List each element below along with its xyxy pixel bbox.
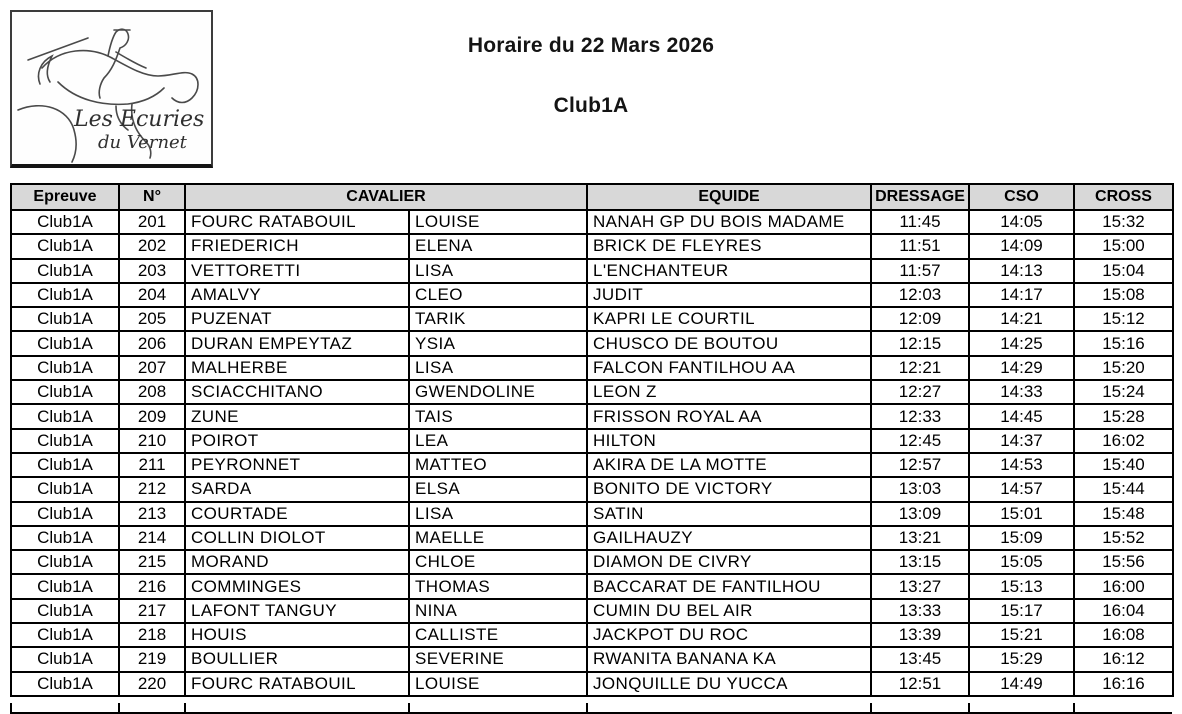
cell-cso-time: 14:13 xyxy=(969,259,1074,283)
cell-epreuve: Club1A xyxy=(11,307,119,331)
table-header-row xyxy=(11,184,1173,210)
table-row xyxy=(11,477,1173,501)
cell-dressage-time: 12:15 xyxy=(871,331,969,355)
table-row xyxy=(11,307,1173,331)
cell-epreuve: Club1A xyxy=(11,429,119,453)
cell-rider-firstname: CALLISTE xyxy=(409,623,587,647)
cell-dressage-time: 13:21 xyxy=(871,526,969,550)
cell-horse-name: CUMIN DU BEL AIR xyxy=(587,599,871,623)
clipped-next-row xyxy=(10,703,1172,714)
table-row xyxy=(11,283,1173,307)
cell-horse-name: DIAMON DE CIVRY xyxy=(587,550,871,574)
cell-rider-firstname: LEA xyxy=(409,429,587,453)
cell-rider-lastname: POIROT xyxy=(185,429,409,453)
cell-horse-name: SATIN xyxy=(587,502,871,526)
cell-rider-lastname: MALHERBE xyxy=(185,356,409,380)
cell-epreuve: Club1A xyxy=(11,210,119,234)
cell-epreuve: Club1A xyxy=(11,331,119,355)
cell-cross-time: 16:16 xyxy=(1074,672,1173,696)
cell-cso-time: 14:05 xyxy=(969,210,1074,234)
cell-numero: 202 xyxy=(119,234,185,258)
cell-dressage-time: 11:57 xyxy=(871,259,969,283)
cell-cso-time: 15:01 xyxy=(969,502,1074,526)
cell-cso-time: 14:21 xyxy=(969,307,1074,331)
cell-rider-firstname: TARIK xyxy=(409,307,587,331)
schedule-table xyxy=(10,183,1174,697)
cell-rider-firstname: SEVERINE xyxy=(409,647,587,671)
cell-cross-time: 15:08 xyxy=(1074,283,1173,307)
cell-horse-name: FRISSON ROYAL AA xyxy=(587,404,871,428)
cell-cso-time: 14:37 xyxy=(969,429,1074,453)
table-row xyxy=(11,356,1173,380)
cell-rider-firstname: LOUISE xyxy=(409,210,587,234)
cell-numero: 219 xyxy=(119,647,185,671)
cell-cross-time: 15:48 xyxy=(1074,502,1173,526)
column-header-cavalier: CAVALIER xyxy=(185,184,587,210)
cell-numero: 217 xyxy=(119,599,185,623)
cell-rider-firstname: NINA xyxy=(409,599,587,623)
cell-rider-firstname: ELSA xyxy=(409,477,587,501)
cell-cross-time: 15:32 xyxy=(1074,210,1173,234)
schedule-table-body xyxy=(11,210,1173,696)
cell-horse-name: JONQUILLE DU YUCCA xyxy=(587,672,871,696)
cell-numero: 212 xyxy=(119,477,185,501)
cell-rider-firstname: THOMAS xyxy=(409,574,587,598)
cell-cross-time: 15:44 xyxy=(1074,477,1173,501)
cell-cross-time: 15:20 xyxy=(1074,356,1173,380)
cell-rider-firstname: LOUISE xyxy=(409,672,587,696)
cell-rider-lastname: FOURC RATABOUIL xyxy=(185,210,409,234)
cell-epreuve: Club1A xyxy=(11,574,119,598)
cell-cross-time: 15:40 xyxy=(1074,453,1173,477)
cell-cso-time: 14:33 xyxy=(969,380,1074,404)
cell-horse-name: JACKPOT DU ROC xyxy=(587,623,871,647)
cell-rider-firstname: CLEO xyxy=(409,283,587,307)
cell-epreuve: Club1A xyxy=(11,623,119,647)
cell-cross-time: 16:00 xyxy=(1074,574,1173,598)
cell-horse-name: HILTON xyxy=(587,429,871,453)
cell-dressage-time: 12:09 xyxy=(871,307,969,331)
cell-rider-firstname: TAIS xyxy=(409,404,587,428)
cell-cso-time: 14:57 xyxy=(969,477,1074,501)
page-subtitle: Club1A xyxy=(553,94,629,117)
cell-cso-time: 15:05 xyxy=(969,550,1074,574)
cell-numero: 218 xyxy=(119,623,185,647)
cell-rider-lastname: COLLIN DIOLOT xyxy=(185,526,409,550)
table-row xyxy=(11,599,1173,623)
cell-rider-firstname: MATTEO xyxy=(409,453,587,477)
cell-rider-lastname: BOULLIER xyxy=(185,647,409,671)
table-row xyxy=(11,404,1173,428)
cell-dressage-time: 12:33 xyxy=(871,404,969,428)
cell-cross-time: 15:52 xyxy=(1074,526,1173,550)
cell-epreuve: Club1A xyxy=(11,599,119,623)
cell-cso-time: 14:53 xyxy=(969,453,1074,477)
cell-horse-name: KAPRI LE COURTIL xyxy=(587,307,871,331)
cell-numero: 201 xyxy=(119,210,185,234)
cell-epreuve: Club1A xyxy=(11,647,119,671)
cell-epreuve: Club1A xyxy=(11,502,119,526)
cell-rider-firstname: LISA xyxy=(409,259,587,283)
cell-epreuve: Club1A xyxy=(11,550,119,574)
cell-horse-name: BACCARAT DE FANTILHOU xyxy=(587,574,871,598)
cell-numero: 210 xyxy=(119,429,185,453)
cell-cross-time: 15:12 xyxy=(1074,307,1173,331)
cell-rider-lastname: MORAND xyxy=(185,550,409,574)
cell-epreuve: Club1A xyxy=(11,234,119,258)
cell-horse-name: RWANITA BANANA KA xyxy=(587,647,871,671)
cell-horse-name: JUDIT xyxy=(587,283,871,307)
cell-cross-time: 15:28 xyxy=(1074,404,1173,428)
cell-cross-time: 16:12 xyxy=(1074,647,1173,671)
cell-dressage-time: 12:51 xyxy=(871,672,969,696)
cell-numero: 204 xyxy=(119,283,185,307)
cell-dressage-time: 13:39 xyxy=(871,623,969,647)
column-header-numero: N° xyxy=(119,184,185,210)
cell-epreuve: Club1A xyxy=(11,283,119,307)
table-row xyxy=(11,623,1173,647)
cell-rider-lastname: PEYRONNET xyxy=(185,453,409,477)
cell-numero: 220 xyxy=(119,672,185,696)
cell-dressage-time: 11:45 xyxy=(871,210,969,234)
cell-rider-lastname: AMALVY xyxy=(185,283,409,307)
cell-dressage-time: 13:09 xyxy=(871,502,969,526)
cell-cso-time: 15:09 xyxy=(969,526,1074,550)
table-row xyxy=(11,574,1173,598)
cell-cross-time: 15:56 xyxy=(1074,550,1173,574)
page-title: Horaire du 22 Mars 2026 xyxy=(467,34,715,57)
cell-cso-time: 15:17 xyxy=(969,599,1074,623)
cell-dressage-time: 12:45 xyxy=(871,429,969,453)
cell-rider-lastname: FOURC RATABOUIL xyxy=(185,672,409,696)
cell-horse-name: BRICK DE FLEYRES xyxy=(587,234,871,258)
cell-cso-time: 14:45 xyxy=(969,404,1074,428)
column-header-dressage: DRESSAGE xyxy=(871,184,969,210)
column-header-cso: CSO xyxy=(969,184,1074,210)
cell-numero: 216 xyxy=(119,574,185,598)
cell-cso-time: 14:09 xyxy=(969,234,1074,258)
cell-cso-time: 15:13 xyxy=(969,574,1074,598)
cell-cso-time: 14:49 xyxy=(969,672,1074,696)
table-row xyxy=(11,331,1173,355)
cell-horse-name: L'ENCHANTEUR xyxy=(587,259,871,283)
cell-rider-lastname: FRIEDERICH xyxy=(185,234,409,258)
cell-cross-time: 15:00 xyxy=(1074,234,1173,258)
cell-dressage-time: 13:33 xyxy=(871,599,969,623)
cell-horse-name: FALCON FANTILHOU AA xyxy=(587,356,871,380)
cell-dressage-time: 13:27 xyxy=(871,574,969,598)
cell-rider-lastname: COURTADE xyxy=(185,502,409,526)
cell-rider-firstname: ELENA xyxy=(409,234,587,258)
cell-horse-name: NANAH GP DU BOIS MADAME xyxy=(587,210,871,234)
cell-epreuve: Club1A xyxy=(11,259,119,283)
cell-horse-name: AKIRA DE LA MOTTE xyxy=(587,453,871,477)
cell-cso-time: 14:25 xyxy=(969,331,1074,355)
table-row xyxy=(11,210,1173,234)
cell-dressage-time: 13:03 xyxy=(871,477,969,501)
cell-rider-firstname: GWENDOLINE xyxy=(409,380,587,404)
cell-horse-name: BONITO DE VICTORY xyxy=(587,477,871,501)
cell-dressage-time: 12:57 xyxy=(871,453,969,477)
cell-rider-lastname: VETTORETTI xyxy=(185,259,409,283)
cell-rider-lastname: PUZENAT xyxy=(185,307,409,331)
cell-cso-time: 14:17 xyxy=(969,283,1074,307)
cell-epreuve: Club1A xyxy=(11,453,119,477)
cell-dressage-time: 12:21 xyxy=(871,356,969,380)
cell-rider-firstname: LISA xyxy=(409,356,587,380)
cell-rider-lastname: DURAN EMPEYTAZ xyxy=(185,331,409,355)
cell-numero: 209 xyxy=(119,404,185,428)
cell-cross-time: 15:16 xyxy=(1074,331,1173,355)
table-row xyxy=(11,234,1173,258)
cell-cross-time: 16:08 xyxy=(1074,623,1173,647)
cell-numero: 211 xyxy=(119,453,185,477)
table-row xyxy=(11,429,1173,453)
cell-numero: 214 xyxy=(119,526,185,550)
cell-rider-lastname: ZUNE xyxy=(185,404,409,428)
cell-cso-time: 14:29 xyxy=(969,356,1074,380)
cell-rider-lastname: LAFONT TANGUY xyxy=(185,599,409,623)
cell-numero: 213 xyxy=(119,502,185,526)
cell-cross-time: 15:04 xyxy=(1074,259,1173,283)
cell-rider-firstname: MAELLE xyxy=(409,526,587,550)
cell-horse-name: CHUSCO DE BOUTOU xyxy=(587,331,871,355)
column-header-cross: CROSS xyxy=(1074,184,1173,210)
cell-horse-name: GAILHAUZY xyxy=(587,526,871,550)
cell-epreuve: Club1A xyxy=(11,380,119,404)
cell-numero: 205 xyxy=(119,307,185,331)
cell-epreuve: Club1A xyxy=(11,356,119,380)
table-row xyxy=(11,380,1173,404)
table-row xyxy=(11,672,1173,696)
cell-rider-lastname: COMMINGES xyxy=(185,574,409,598)
cell-epreuve: Club1A xyxy=(11,672,119,696)
cell-cso-time: 15:21 xyxy=(969,623,1074,647)
cell-epreuve: Club1A xyxy=(11,404,119,428)
cell-cso-time: 15:29 xyxy=(969,647,1074,671)
cell-cross-time: 16:04 xyxy=(1074,599,1173,623)
cell-dressage-time: 12:03 xyxy=(871,283,969,307)
table-row xyxy=(11,453,1173,477)
table-row xyxy=(11,259,1173,283)
cell-epreuve: Club1A xyxy=(11,477,119,501)
cell-rider-lastname: HOUIS xyxy=(185,623,409,647)
logo-text-line2: du Vernet xyxy=(98,132,187,153)
cell-numero: 215 xyxy=(119,550,185,574)
logo-text-line1: Les Ecuries xyxy=(74,107,205,132)
cell-numero: 206 xyxy=(119,331,185,355)
table-row xyxy=(11,526,1173,550)
cell-cross-time: 16:02 xyxy=(1074,429,1173,453)
cell-dressage-time: 13:15 xyxy=(871,550,969,574)
cell-rider-firstname: LISA xyxy=(409,502,587,526)
cell-rider-firstname: YSIA xyxy=(409,331,587,355)
cell-cross-time: 15:24 xyxy=(1074,380,1173,404)
column-header-equide: EQUIDE xyxy=(587,184,871,210)
cell-dressage-time: 12:27 xyxy=(871,380,969,404)
cell-rider-lastname: SCIACCHITANO xyxy=(185,380,409,404)
column-header-epreuve: Epreuve xyxy=(11,184,119,210)
table-row xyxy=(11,647,1173,671)
cell-rider-lastname: SARDA xyxy=(185,477,409,501)
cell-horse-name: LEON Z xyxy=(587,380,871,404)
cell-rider-firstname: CHLOE xyxy=(409,550,587,574)
cell-numero: 208 xyxy=(119,380,185,404)
table-row xyxy=(11,550,1173,574)
cell-numero: 203 xyxy=(119,259,185,283)
cell-epreuve: Club1A xyxy=(11,526,119,550)
cell-dressage-time: 13:45 xyxy=(871,647,969,671)
table-row xyxy=(11,502,1173,526)
cell-dressage-time: 11:51 xyxy=(871,234,969,258)
cell-numero: 207 xyxy=(119,356,185,380)
